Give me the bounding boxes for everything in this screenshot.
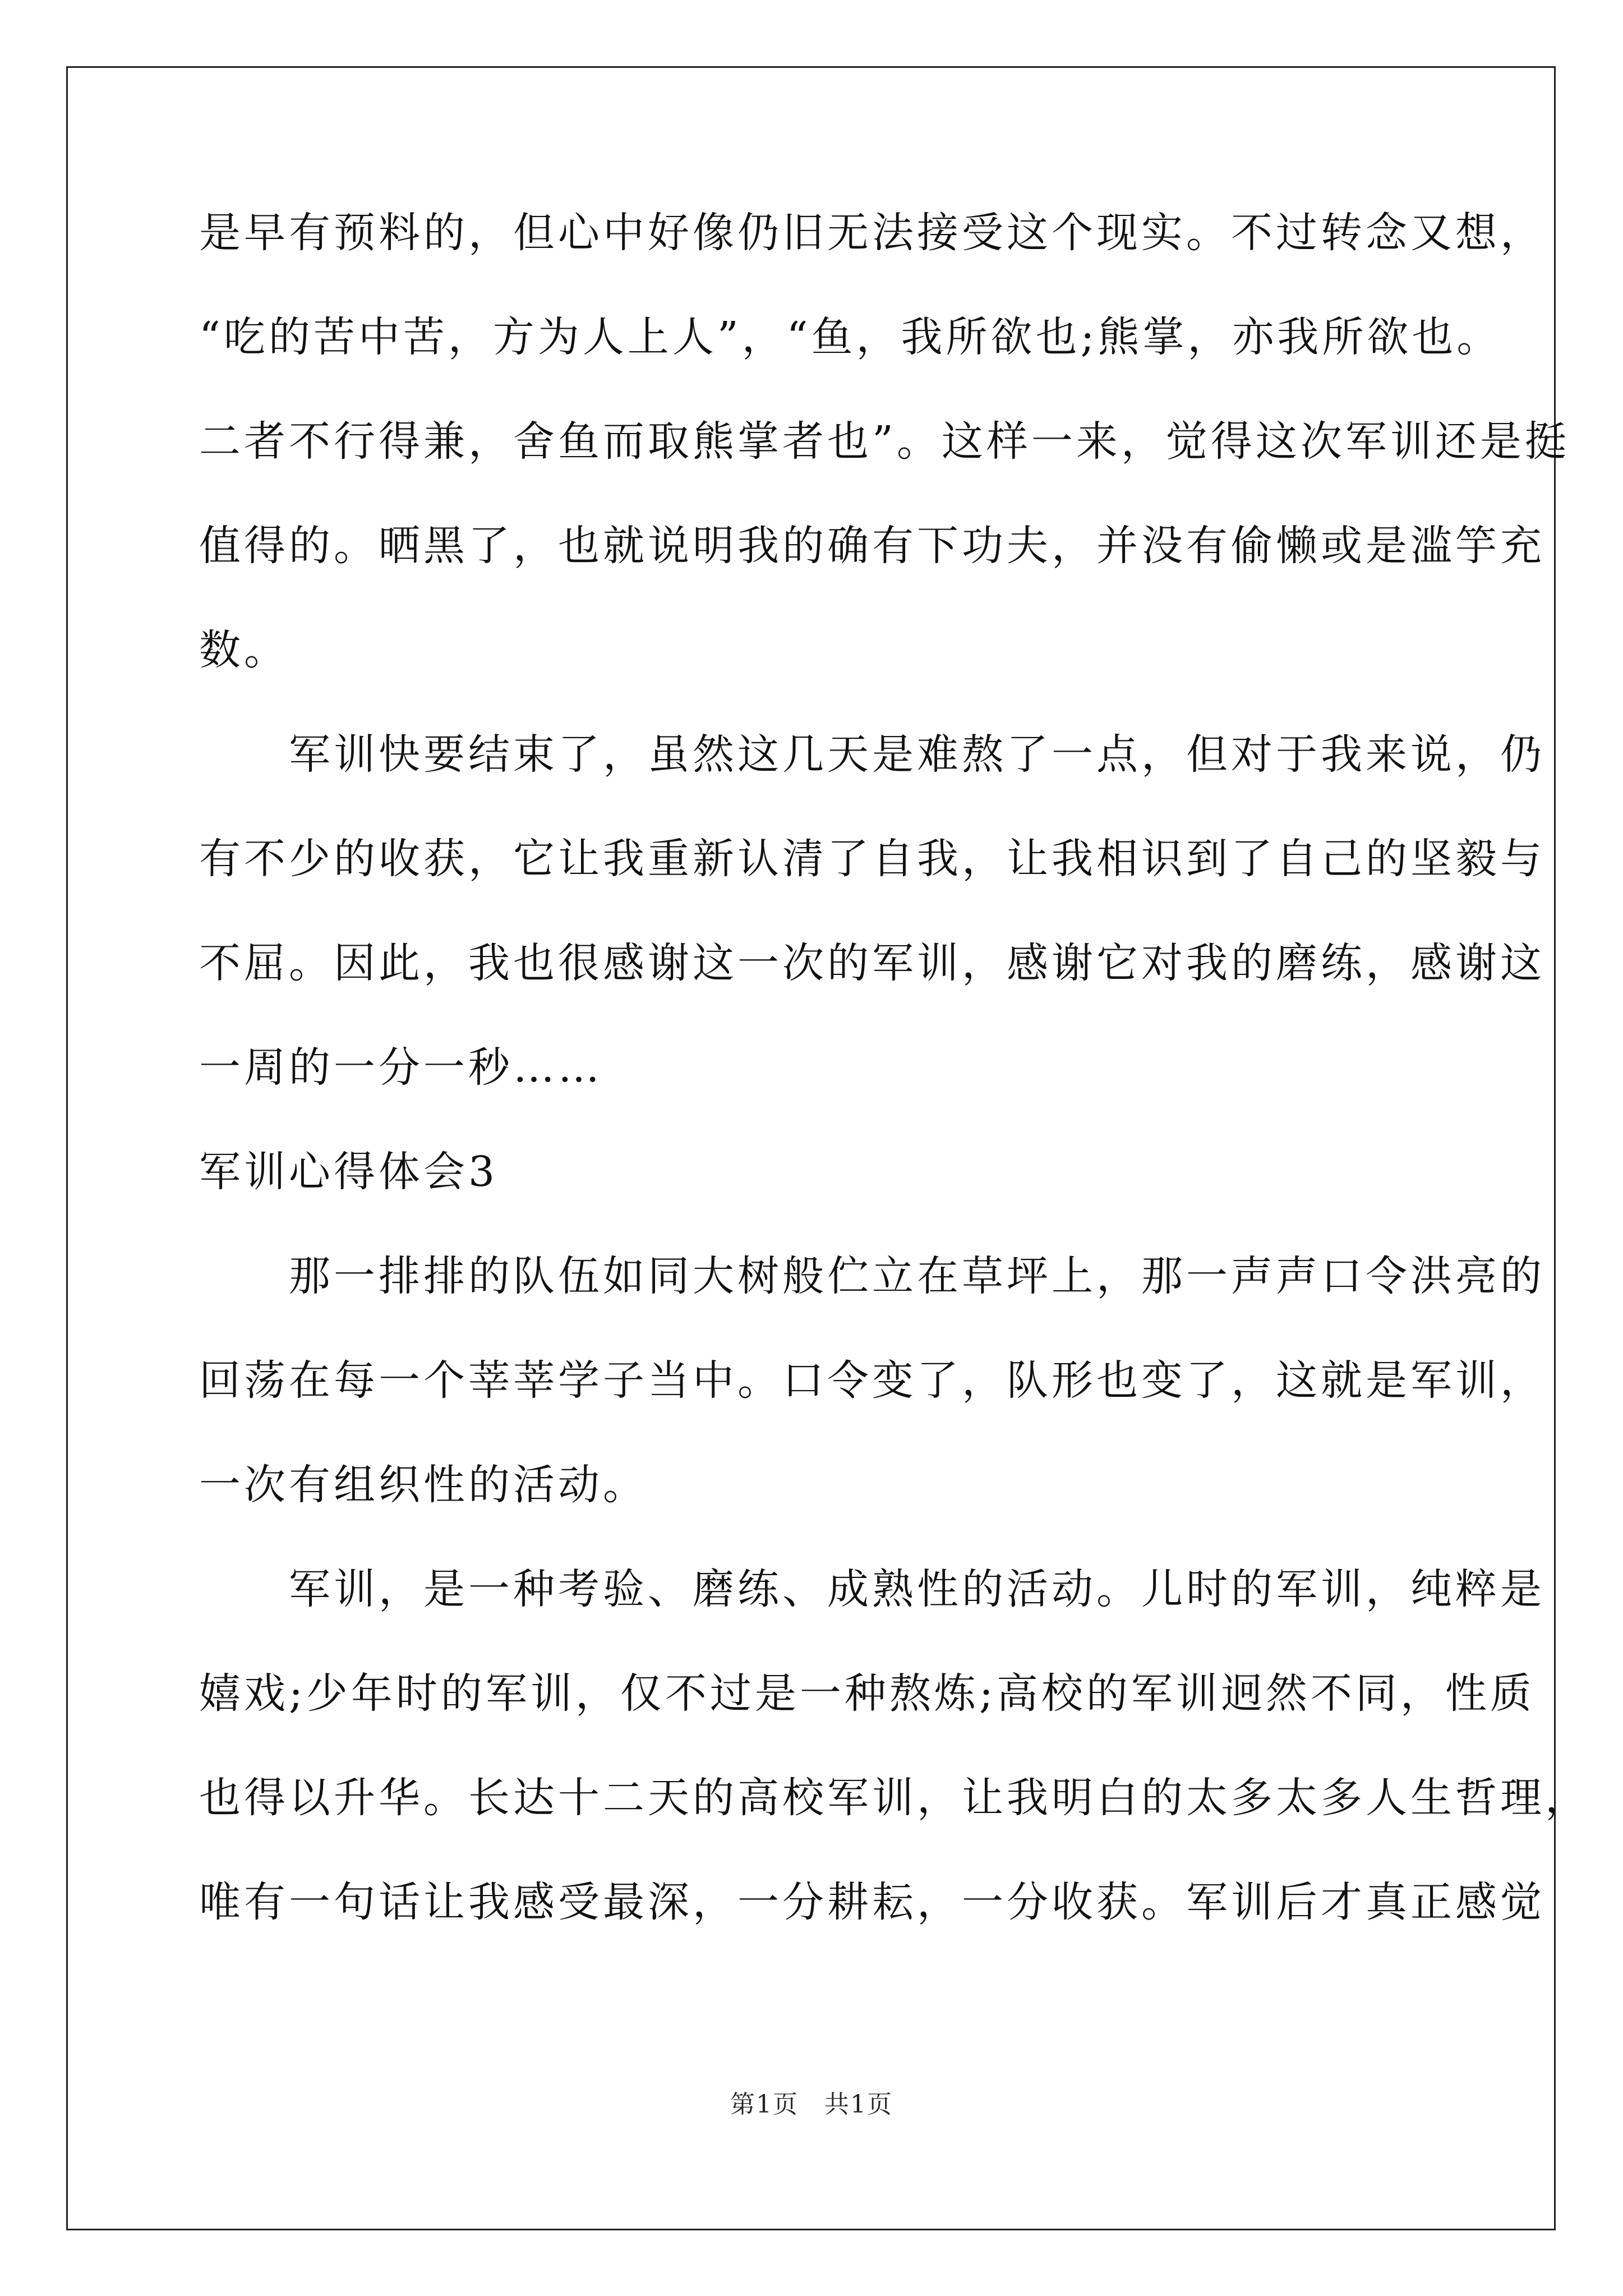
text-line: 回荡在每一个莘莘学子当中。口令变了，队形也变了，这就是军训， — [199, 1356, 1545, 1405]
text-line: 嬉戏;少年时的军训，仅不过是一种熬炼;高校的军训迥然不同，性质 — [199, 1669, 1535, 1718]
text-line: 二者不行得兼，舍鱼而取熊掌者也”。这样一来，觉得这次军训还是挺 — [199, 417, 1570, 466]
text-line: 也得以升华。长达十二天的高校军训，让我明白的太多太多人生哲理， — [199, 1774, 1590, 1822]
text-line: 军训，是一种考验、磨练、成熟性的活动。儿时的军训，纯粹是 — [199, 1565, 1545, 1613]
text-line: 一周的一分一秒…… — [199, 1043, 603, 1092]
text-line: 唯有一句话让我感受最深，一分耕耘，一分收获。军训后才真正感觉 — [199, 1878, 1545, 1926]
text-line: 有不少的收获，它让我重新认清了自我，让我相识到了自己的坚毅与 — [199, 835, 1545, 883]
page-footer: 第1页 共1页 — [730, 2090, 893, 2119]
text-line: 不屈。因此，我也很感谢这一次的军训，感谢它对我的磨练，感谢这 — [199, 939, 1545, 987]
text-line: 那一排排的队伍如同大树般伫立在草坪上，那一声声口令洪亮的 — [199, 1252, 1545, 1300]
section-heading: 军训心得体会3 — [199, 1148, 499, 1196]
text-line: 数。 — [199, 626, 289, 674]
text-line: 军训快要结束了，虽然这几天是难熬了一点，但对于我来说，仍 — [199, 730, 1545, 779]
text-line: “吃的苦中苦，方为人上人”，“鱼，我所欲也;熊掌，亦我所欲也。 — [199, 313, 1502, 361]
text-line: 一次有组织性的活动。 — [199, 1461, 648, 1509]
text-line: 是早有预料的，但心中好像仍旧无法接受这个现实。不过转念又想， — [199, 209, 1545, 257]
text-line: 值得的。晒黑了，也就说明我的确有下功夫，并没有偷懒或是滥竽充 — [199, 522, 1545, 570]
